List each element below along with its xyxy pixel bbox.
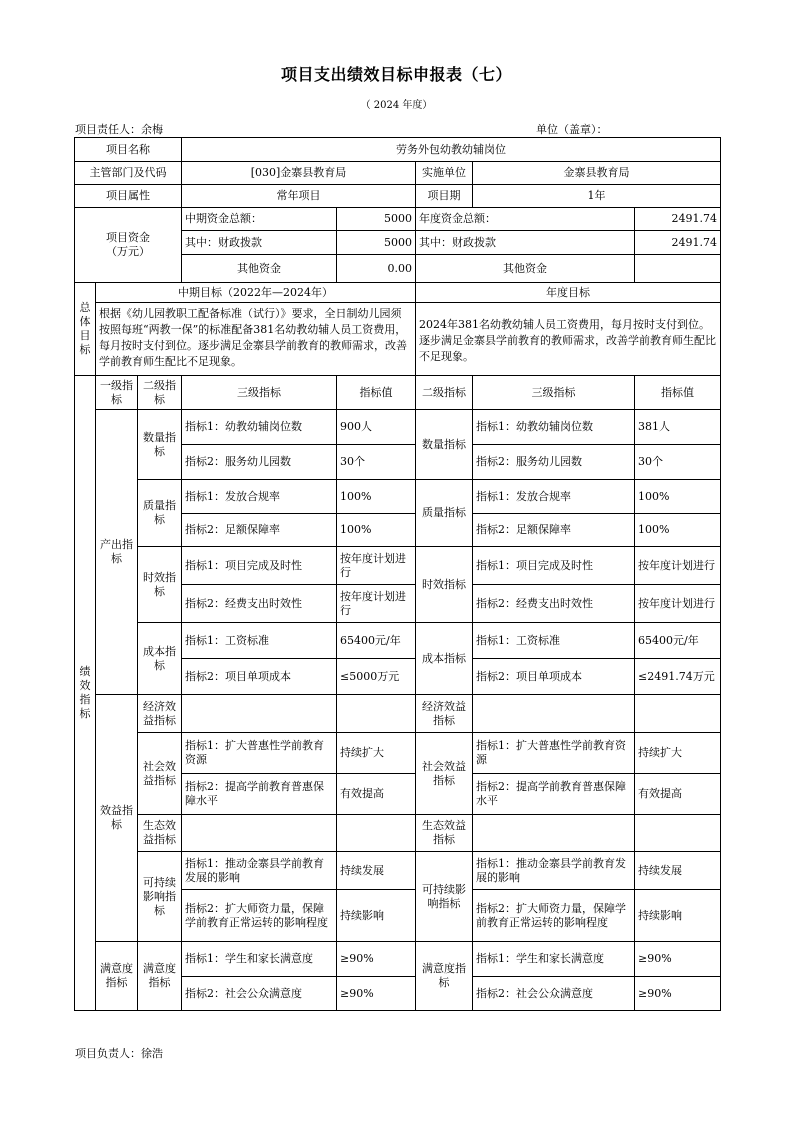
funds-label: 项目资金 （万元） <box>75 208 182 283</box>
indicator-year <box>473 815 635 852</box>
time-label: 时效指标 <box>138 547 182 623</box>
indicator-mid: 指标1：发放合规率 <box>182 480 337 514</box>
indicator-year: 指标1：扩大普惠性学前教育资源 <box>473 733 635 774</box>
indicator-year: 指标1：幼教幼辅岗位数 <box>473 410 635 445</box>
responsible-person: 项目责任人：余梅 <box>75 123 163 136</box>
indicator-year-value: 持续影响 <box>635 890 721 942</box>
indicator-year-value: 有效提高 <box>635 774 721 815</box>
unit-seal-label: 单位（盖章）： <box>536 123 608 136</box>
performance-table <box>74 137 721 1011</box>
header-level2: 二级指标 <box>138 376 182 410</box>
header-level2-year: 二级指标 <box>416 376 473 410</box>
year-total-value: 2491.74 <box>635 208 721 231</box>
header-level1: 一级指标 <box>96 376 138 410</box>
header-level3-year: 三级指标 <box>473 376 635 410</box>
year-fiscal-value: 2491.74 <box>635 231 721 255</box>
indicator-year-value: 持续扩大 <box>635 733 721 774</box>
mid-other-value: 0.00 <box>337 255 416 283</box>
indicator-year-value: ≥90% <box>635 977 721 1011</box>
year-goal-header: 年度目标 <box>416 283 721 303</box>
indicator-year-value: 65400元/年 <box>635 623 721 659</box>
sustain-label-year: 可持续影响指标 <box>416 852 473 942</box>
quality-label-year: 质量指标 <box>416 480 473 547</box>
year-goal-text: 2024年381名幼教幼辅人员工资费用，每月按时支付到位。逐步满足金寨县学前教育的教师需求，改善学前教育师生配比不足现象。 <box>416 303 721 376</box>
indicator-mid: 指标1：幼教幼辅岗位数 <box>182 410 337 445</box>
header-value: 指标值 <box>337 376 416 410</box>
indicator-year-value: 按年度计划进行 <box>635 547 721 585</box>
indicator-mid-value: ≥90% <box>337 942 416 977</box>
project-lead: 项目负责人：徐浩 <box>75 1047 163 1060</box>
indicator-mid-value: ≥90% <box>337 977 416 1011</box>
quality-label: 质量指标 <box>138 480 182 547</box>
time-label-year: 时效指标 <box>416 547 473 623</box>
indicator-mid-value: ≤5000万元 <box>337 659 416 695</box>
indicator-mid: 指标1：工资标准 <box>182 623 337 659</box>
impl-label: 实施单位 <box>416 162 473 185</box>
satis-sub-label: 满意度指标 <box>138 942 182 1011</box>
indicator-mid-value: 100% <box>337 514 416 547</box>
indicator-year: 指标2：足额保障率 <box>473 514 635 547</box>
satis-sub-label-year: 满意度指标 <box>416 942 473 1011</box>
indicator-mid: 指标2：扩大师资力量，保障学前教育正常运转的影响程度 <box>182 890 337 942</box>
social-label-year: 社会效益指标 <box>416 733 473 815</box>
benefit-indicator-label: 效益指标 <box>96 695 138 942</box>
econ-label-year: 经济效益指标 <box>416 695 473 733</box>
indicator-year: 指标2：服务幼儿园数 <box>473 445 635 480</box>
indicator-year: 指标2：经费支出时效性 <box>473 585 635 623</box>
indicator-year: 指标1：学生和家长满意度 <box>473 942 635 977</box>
indicator-mid-value: 900人 <box>337 410 416 445</box>
satisfaction-indicator-label: 满意度指标 <box>96 942 138 1011</box>
indicator-year: 指标2：提高学前教育普惠保障水平 <box>473 774 635 815</box>
eco-label: 生态效益指标 <box>138 815 182 852</box>
project-name-label: 项目名称 <box>75 138 182 162</box>
cost-label-year: 成本指标 <box>416 623 473 695</box>
indicator-mid-value: 持续影响 <box>337 890 416 942</box>
mid-other-label: 其他资金 <box>182 255 337 283</box>
indicator-year <box>473 695 635 733</box>
indicator-year: 指标2：社会公众满意度 <box>473 977 635 1011</box>
impl-value: 金寨县教育局 <box>473 162 721 185</box>
indicator-mid-value: 30个 <box>337 445 416 480</box>
mid-total-value: 5000 <box>337 208 416 231</box>
indicator-mid: 指标2：社会公众满意度 <box>182 977 337 1011</box>
indicator-year-value: ≤2491.74万元 <box>635 659 721 695</box>
eco-label-year: 生态效益指标 <box>416 815 473 852</box>
indicator-mid-value: 持续扩大 <box>337 733 416 774</box>
dept-label: 主管部门及代码 <box>75 162 182 185</box>
indicator-mid <box>182 815 337 852</box>
attr-label: 项目属性 <box>75 185 182 208</box>
indicator-mid-value: 100% <box>337 480 416 514</box>
qty-label: 数量指标 <box>138 410 182 480</box>
indicator-mid-value: 按年度计划进行 <box>337 585 416 623</box>
indicator-mid-value: 有效提高 <box>337 774 416 815</box>
indicator-mid-value <box>337 815 416 852</box>
indicator-mid <box>182 695 337 733</box>
indicator-mid-value <box>337 695 416 733</box>
indicator-year: 指标1：项目完成及时性 <box>473 547 635 585</box>
indicator-year: 指标1：工资标准 <box>473 623 635 659</box>
output-indicator-label: 产出指标 <box>96 410 138 695</box>
project-name: 劳务外包幼教幼辅岗位 <box>182 138 721 162</box>
header-value-year: 指标值 <box>635 376 721 410</box>
cost-label: 成本指标 <box>138 623 182 695</box>
mid-goal-header: 中期目标（2022年—2024年） <box>96 283 416 303</box>
indicator-year-value: ≥90% <box>635 942 721 977</box>
social-label: 社会效益指标 <box>138 733 182 815</box>
mid-fiscal-value: 5000 <box>337 231 416 255</box>
mid-fiscal-label: 其中：财政拨款 <box>182 231 337 255</box>
indicator-mid: 指标2：足额保障率 <box>182 514 337 547</box>
indicator-year: 指标1：发放合规率 <box>473 480 635 514</box>
dept-value: [030]金寨县教育局 <box>182 162 416 185</box>
mid-total-label: 中期资金总额： <box>182 208 337 231</box>
year-line: （ 2024 年度） <box>360 100 433 111</box>
indicator-mid: 指标2：项目单项成本 <box>182 659 337 695</box>
overall-goal-label: 总体目标 <box>75 283 96 376</box>
indicator-year: 指标2：扩大师资力量，保障学前教育正常运转的影响程度 <box>473 890 635 942</box>
indicator-mid: 指标1：推动金寨县学前教育发展的影响 <box>182 852 337 890</box>
indicator-year-value <box>635 815 721 852</box>
indicator-mid: 指标2：经费支出时效性 <box>182 585 337 623</box>
page-title: 项目支出绩效目标申报表（七） <box>280 65 512 84</box>
period-label: 项目期 <box>416 185 473 208</box>
indicator-mid: 指标1：扩大普惠性学前教育资源 <box>182 733 337 774</box>
header-level3: 三级指标 <box>182 376 337 410</box>
year-fiscal-label: 其中：财政拨款 <box>416 231 635 255</box>
indicator-year: 指标1：推动金寨县学前教育发展的影响 <box>473 852 635 890</box>
indicator-mid-value: 65400元/年 <box>337 623 416 659</box>
indicator-year-value: 30个 <box>635 445 721 480</box>
year-total-label: 年度资金总额： <box>416 208 635 231</box>
indicator-year-value <box>635 695 721 733</box>
indicator-year-value: 持续发展 <box>635 852 721 890</box>
indicator-mid: 指标2：提高学前教育普惠保障水平 <box>182 774 337 815</box>
year-other-value <box>635 255 721 283</box>
indicator-year-value: 100% <box>635 480 721 514</box>
indicator-year-value: 按年度计划进行 <box>635 585 721 623</box>
indicator-year-value: 100% <box>635 514 721 547</box>
indicator-mid: 指标2：服务幼儿园数 <box>182 445 337 480</box>
indicator-mid-value: 按年度计划进行 <box>337 547 416 585</box>
performance-indicators-label: 绩效指标 <box>75 376 96 1011</box>
mid-goal-text: 根据《幼儿园教职工配备标准（试行）》要求，全日制幼儿园须按照每班“两教一保”的标准配备381名幼教幼辅人员工资费用，每月按时支付到位。逐步满足金寨县学前教育的教师需求，改善学前教育师生配比不足现象。 <box>96 303 416 376</box>
qty-label-year: 数量指标 <box>416 410 473 480</box>
indicator-mid: 指标1：学生和家长满意度 <box>182 942 337 977</box>
sustain-label: 可持续影响指标 <box>138 852 182 942</box>
indicator-mid-value: 持续发展 <box>337 852 416 890</box>
period-value: 1年 <box>473 185 721 208</box>
indicator-year-value: 381人 <box>635 410 721 445</box>
indicator-mid: 指标1：项目完成及时性 <box>182 547 337 585</box>
econ-label: 经济效益指标 <box>138 695 182 733</box>
attr-value: 常年项目 <box>182 185 416 208</box>
year-other-label: 其他资金 <box>416 255 635 283</box>
indicator-year: 指标2：项目单项成本 <box>473 659 635 695</box>
